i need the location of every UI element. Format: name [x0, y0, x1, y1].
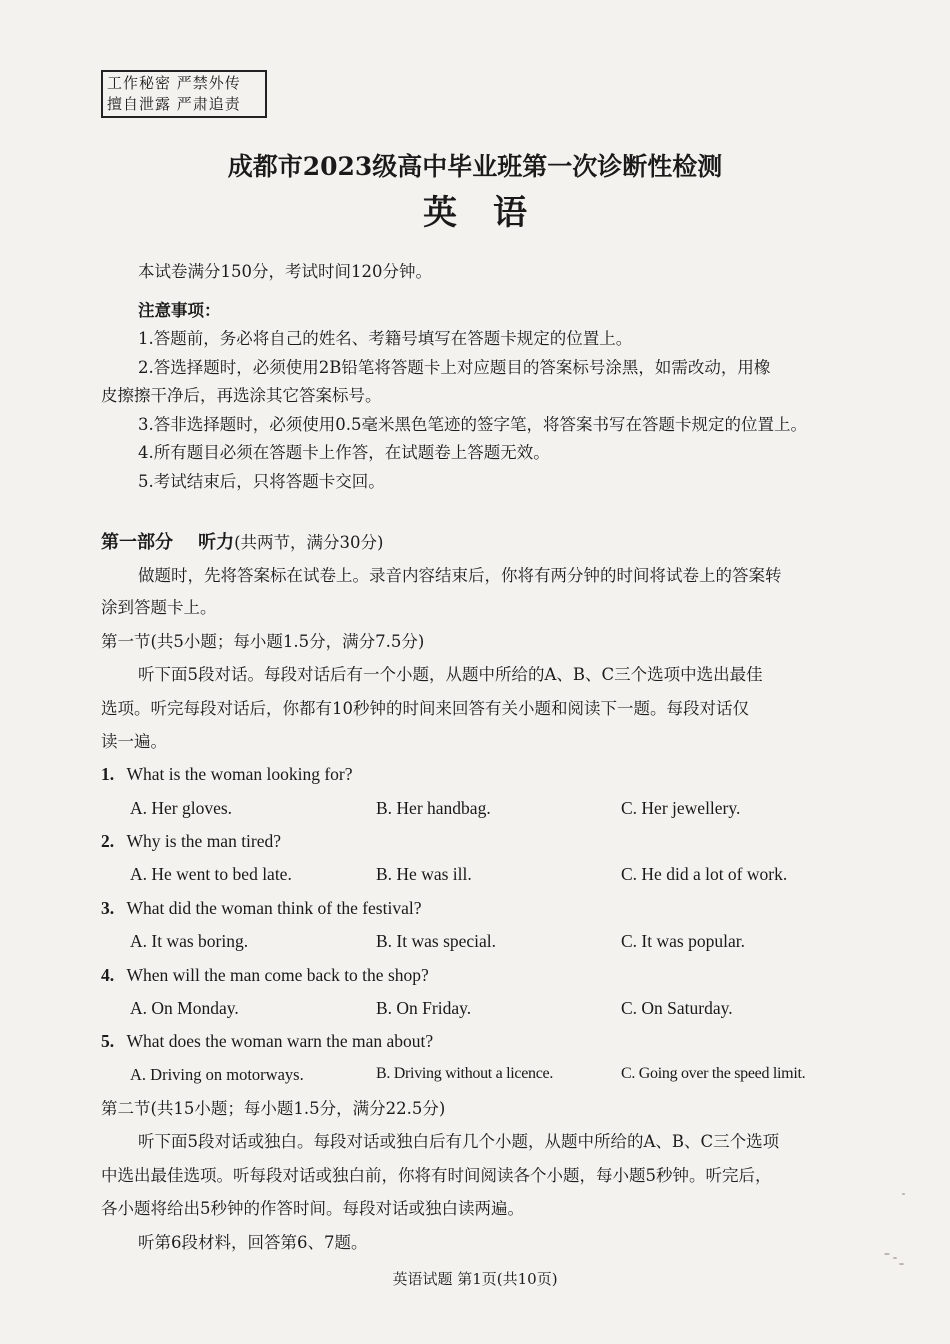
exam-intro: 本试卷满分150分，考试时间120分钟。 — [138, 262, 432, 281]
question-number: 3. — [101, 898, 115, 918]
option-c: C. Going over the speed limit. — [621, 1065, 806, 1082]
part1-heading — [101, 528, 383, 554]
option-c: C. On Saturday. — [621, 998, 733, 1018]
part1-instruction-line-1: 做题时，先将答案标在试卷上。录音内容结束后，你将有两分钟的时间将试卷上的答案转 — [138, 566, 782, 585]
scan-speck — [902, 1193, 905, 1195]
section2-heading: 第二节(共15小题；每小题1.5分，满分22.5分) — [101, 1099, 446, 1118]
exam-title: 成都市2023级高中毕业班第一次诊断性检测 — [227, 152, 723, 181]
question-number: 5. — [101, 1031, 115, 1051]
note-1: 1.答题前，务必将自己的姓名、考籍号填写在答题卡规定的位置上。 — [138, 329, 633, 348]
question-number: 2. — [101, 831, 115, 851]
option-c: C. He did a lot of work. — [621, 864, 788, 884]
stamp-line-1: 工作秘密 严禁外传 — [107, 74, 241, 92]
option-a: A. It was boring. — [130, 931, 249, 951]
section1-heading: 第一节(共5小题；每小题1.5分，满分7.5分) — [101, 632, 425, 651]
note-4: 4.所有题目必须在答题卡上作答，在试题卷上答题无效。 — [138, 443, 550, 462]
scan-speck — [884, 1253, 890, 1255]
option-b: B. It was special. — [376, 931, 497, 951]
question-4 — [101, 965, 429, 986]
section1-instruction-line-2: 选项。听完每段对话后，你都有10秒钟的时间来回答有关小题和阅读下一题。每段对话仅 — [101, 699, 749, 718]
material-instruction: 听第6段材料，回答第6、7题。 — [138, 1233, 368, 1252]
note-2-line-2: 皮擦擦干净后，再选涂其它答案标号。 — [101, 386, 382, 405]
question-number: 4. — [101, 965, 115, 985]
note-2-line-1: 2.答选择题时，必须使用2B铅笔将答题卡上对应题目的答案标号涂黑，如需改动，用橡 — [138, 358, 771, 377]
part1-label: 第一部分 — [101, 532, 173, 553]
part1-title: 听力 — [198, 532, 235, 553]
scan-speck — [899, 1263, 904, 1265]
question-3 — [101, 898, 422, 919]
option-b: B. Her handbag. — [376, 798, 491, 818]
question-1 — [101, 764, 353, 785]
part1-instruction-line-2: 涂到答题卡上。 — [101, 598, 217, 617]
confidential-stamp — [101, 70, 267, 118]
section1-instruction-line-3: 读一遍。 — [101, 732, 167, 751]
page-footer: 英语试题 第1页(共10页) — [392, 1270, 558, 1288]
question-2 — [101, 831, 281, 852]
scan-speck — [893, 1257, 897, 1259]
option-a: A. Her gloves. — [130, 798, 233, 818]
option-c: C. It was popular. — [621, 931, 745, 951]
question-text: What did the woman think of the festival? — [126, 898, 422, 918]
option-a: A. On Monday. — [130, 998, 239, 1018]
question-5 — [101, 1031, 433, 1052]
question-text: What is the woman looking for? — [126, 764, 353, 784]
question-number: 1. — [101, 764, 115, 784]
part1-note: (共两节，满分30分) — [234, 533, 384, 552]
question-text: What does the woman warn the man about? — [126, 1031, 434, 1051]
section2-instruction-line-2: 中选出最佳选项。听每段对话或独白前，你将有时间阅读各个小题，每小题5秒钟。听完后， — [101, 1166, 772, 1185]
option-b: B. He was ill. — [376, 864, 472, 884]
note-3: 3.答非选择题时，必须使用0.5毫米黑色笔迹的签字笔，将答案书写在答题卡规定的位置上。 — [138, 415, 807, 434]
question-text: When will the man come back to the shop? — [126, 965, 429, 985]
option-c: C. Her jewellery. — [621, 798, 741, 818]
section1-instruction-line-1: 听下面5段对话。每段对话后有一个小题，从题中所给的A、B、C三个选项中选出最佳 — [138, 665, 763, 684]
option-b: B. On Friday. — [376, 998, 472, 1018]
stamp-line-2: 擅自泄露 严肃追责 — [107, 95, 241, 113]
subject-title: 英语 — [423, 193, 563, 233]
section2-instruction-line-1: 听下面5段对话或独白。每段对话或独白后有几个小题，从题中所给的A、B、C三个选项 — [138, 1132, 780, 1151]
option-a: A. He went to bed late. — [130, 864, 292, 884]
option-b: B. Driving without a licence. — [376, 1065, 554, 1082]
question-text: Why is the man tired? — [126, 831, 282, 851]
notes-heading: 注意事项： — [138, 301, 221, 320]
option-a: A. Driving on motorways. — [130, 1065, 304, 1084]
note-5: 5.考试结束后，只将答题卡交回。 — [138, 472, 385, 491]
section2-instruction-line-3: 各小题将给出5秒钟的作答时间。每段对话或独白读两遍。 — [101, 1199, 524, 1218]
